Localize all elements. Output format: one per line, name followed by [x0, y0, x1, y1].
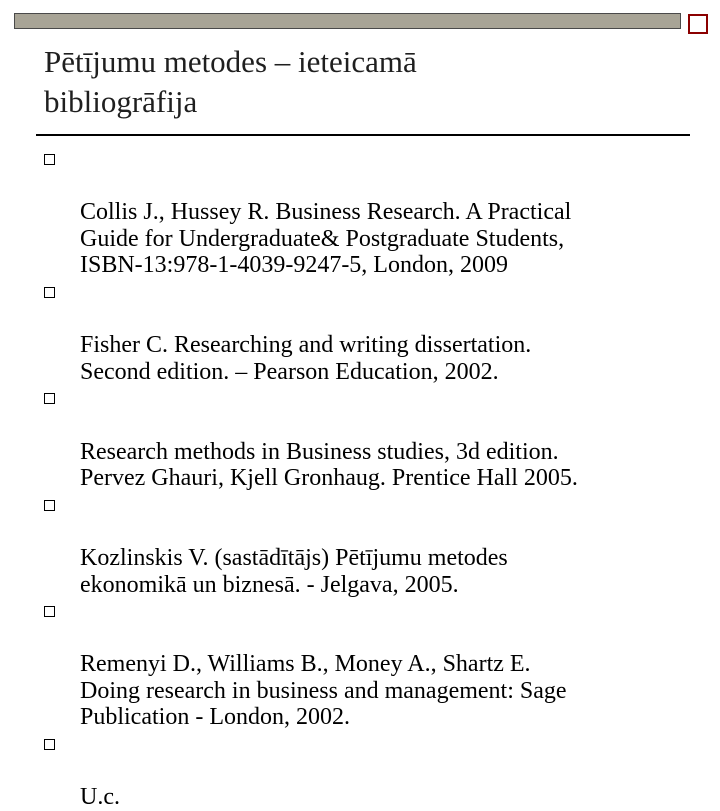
square-bullet-icon — [44, 287, 55, 298]
bibliography-item — [44, 492, 704, 598]
bibliography-item-text: Collis J., Hussey R. Business Research. A Practical Guide for Undergraduate& Postgraduate Students, ISBN-13:978-1-4039-9247-5, London, 2009 — [80, 199, 572, 279]
bibliography-item — [44, 731, 704, 811]
square-bullet-icon — [44, 393, 55, 404]
bibliography-item-text: Remenyi D., Williams B., Money A., Shartz E. Doing research in business and management: Sage Publication - London, 2002. — [80, 651, 567, 731]
bibliography-item-text: U.c. — [80, 784, 120, 811]
bibliography-item-text: Kozlinskis V. (sastādītājs) Pētījumu metodes ekonomikā un biznesā. - Jelgava, 2005. — [80, 544, 508, 598]
square-bullet-icon — [44, 739, 55, 750]
bibliography-item — [44, 385, 704, 491]
square-bullet-icon — [44, 606, 55, 617]
square-bullet-icon — [44, 154, 55, 165]
top-decorative-bar — [14, 13, 681, 29]
bibliography-item — [44, 598, 704, 731]
bibliography-item-text: Research methods in Business studies, 3d edition. Pervez Ghauri, Kjell Gronhaug. Prentice Hall 2005. — [80, 438, 578, 492]
bibliography-list — [44, 146, 704, 811]
square-bullet-icon — [44, 500, 55, 511]
bibliography-item-text: Fisher C. Researching and writing dissertation. Second edition. – Pearson Education, 2002. — [80, 332, 532, 385]
bibliography-item — [44, 279, 704, 385]
bibliography-item — [44, 146, 704, 279]
slide-title: Pētījumu metodes – ieteicamā bibliogrāfija — [44, 44, 417, 119]
title-divider — [36, 134, 690, 136]
corner-square-icon — [688, 14, 708, 34]
